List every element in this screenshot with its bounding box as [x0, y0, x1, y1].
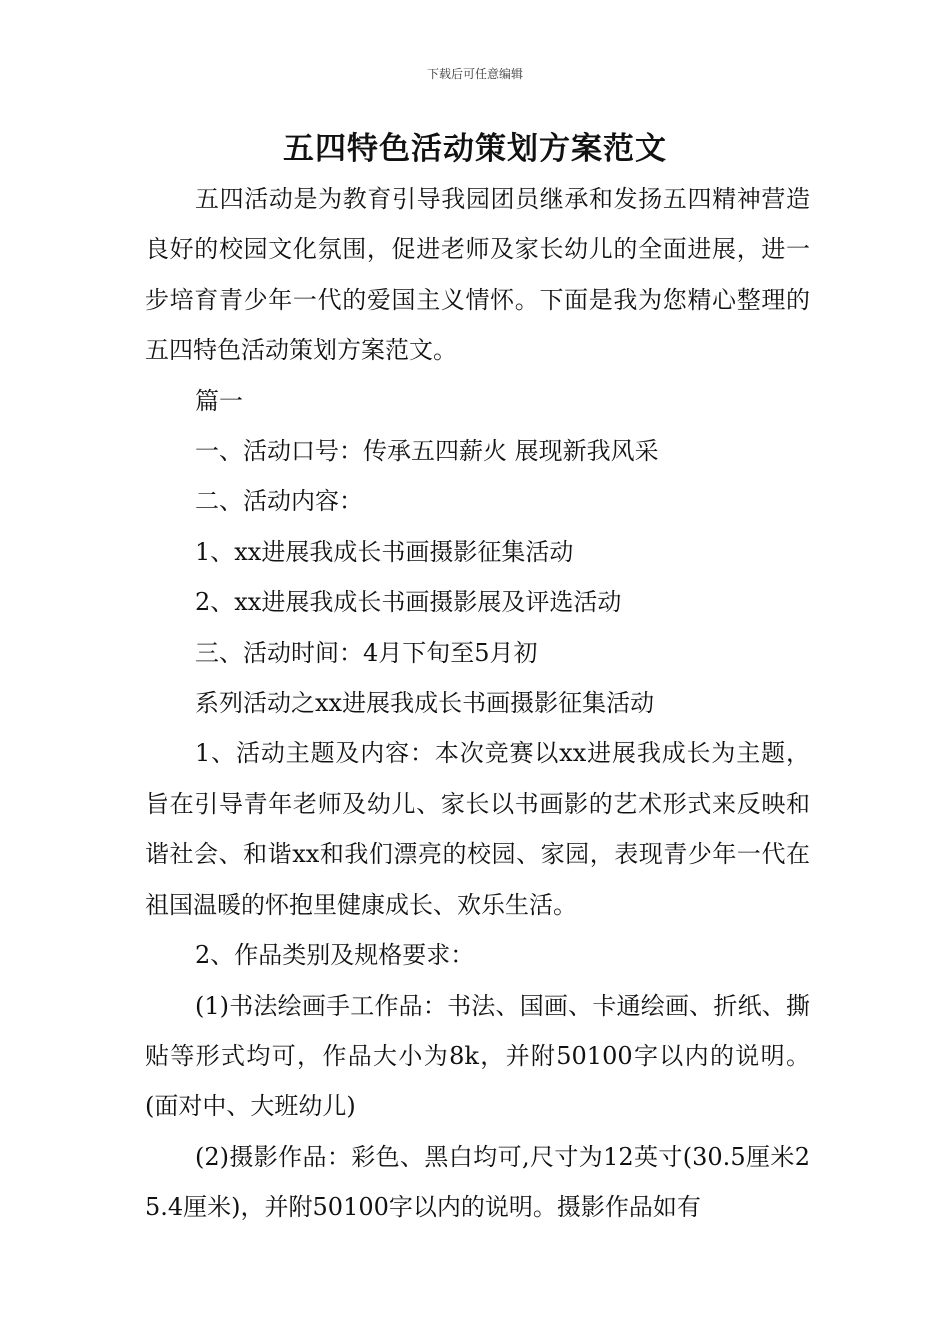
document-title: 五四特色活动策划方案范文 [283, 131, 667, 167]
activity-theme-paragraph: 1、活动主题及内容：本次竞赛以xx进展我成长为主题，旨在引导青年老师及幼儿、家长以书画影的艺术形式来反映和谐社会、和谐xx和我们漂亮的校园、家园，表现青少年一代在祖国温暖的怀抱里健康成长、欢乐生活。 [145, 739, 810, 919]
header-note: 下载后可任意编辑 [426, 67, 523, 81]
activity-item-2: 2、xx进展我成长书画摄影展及评选活动 [195, 588, 622, 617]
activity-content-heading: 二、活动内容： [195, 487, 363, 516]
series-activity-heading: 系列活动之xx进展我成长书画摄影征集活动 [195, 689, 655, 718]
activity-item-1: 1、xx进展我成长书画摄影征集活动 [195, 537, 574, 566]
photography-works-paragraph: (2)摄影作品：彩色、黑白均可,尺寸为12英寸(30.5厘米25.4厘米)，并附50100字以内的说明。摄影作品如有 [145, 1142, 810, 1222]
work-categories-heading: 2、作品类别及规格要求： [195, 941, 475, 970]
activity-time: 三、活动时间：4月下旬至5月初 [195, 638, 538, 667]
document-body [145, 174, 810, 1233]
activity-slogan: 一、活动口号：传承五四薪火 展现新我风采 [195, 437, 659, 466]
section-label: 篇一 [195, 386, 243, 415]
calligraphy-works-paragraph: (1)书法绘画手工作品：书法、国画、卡通绘画、折纸、撕贴等形式均可，作品大小为8k，并附50100字以内的说明。(面对中、大班幼儿) [145, 991, 810, 1121]
intro-paragraph: 五四活动是为教育引导我园团员继承和发扬五四精神营造良好的校园文化氛围，促进老师及家长幼儿的全面进展，进一步培育青少年一代的爱国主义情怀。下面是我为您精心整理的五四特色活动策划方案范文。 [145, 185, 810, 365]
